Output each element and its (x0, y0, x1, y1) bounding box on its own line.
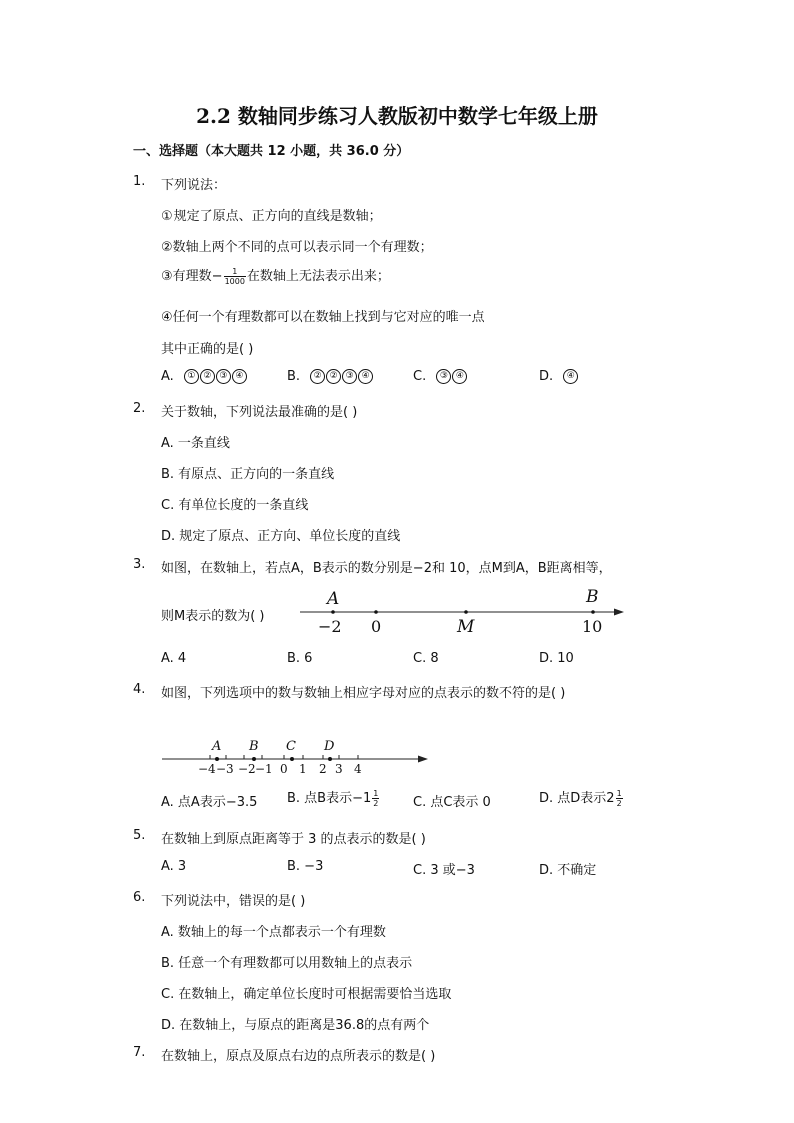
axis-arrow (614, 609, 624, 616)
option-b[interactable]: B. −3 (287, 859, 324, 874)
axis-arrow (418, 756, 428, 763)
label-zero: 0 (371, 617, 382, 636)
point-B (252, 757, 256, 761)
circled-number: ③ (161, 269, 173, 284)
page-title: 2.2 数轴同步练习人教版初中数学七年级上册 (196, 104, 598, 128)
number-line-figure-q3 (296, 584, 636, 638)
point-A (331, 610, 335, 614)
statement-text: 有理数− (172, 269, 223, 284)
option-text: B. 点B表示−1 (287, 791, 372, 806)
tick-label: 4 (354, 762, 362, 776)
option-d[interactable] (539, 369, 579, 384)
point-B (591, 610, 595, 614)
question-stem: 如图，下列选项中的数与数轴上相应字母对应的点表示的数不符的是( ) (161, 686, 566, 701)
tick-label: −3 (216, 762, 234, 776)
option-text: D. 点D表示2 (539, 791, 615, 806)
fraction (224, 267, 246, 286)
point-zero (374, 610, 378, 614)
question-stem: 关于数轴，下列说法最准确的是( ) (161, 405, 358, 420)
letter-C: C (286, 739, 296, 754)
question-stem: 如图，在数轴上，若点A，B表示的数分别是−2和 10，点M到A，B距离相等， (161, 561, 612, 576)
circled-number: ② (326, 369, 341, 384)
label-neg2: −2 (318, 617, 342, 636)
statement-2 (161, 236, 433, 255)
question-ask: 其中正确的是( ) (161, 342, 254, 357)
fraction-numerator: 1 (616, 789, 622, 798)
tick-label: −4 (198, 762, 216, 776)
option-b[interactable]: B. 有原点、正方向的一条直线 (161, 467, 335, 482)
option-a[interactable]: A. 点A表示−3.5 (161, 795, 258, 810)
option-c[interactable] (413, 369, 468, 384)
tick-label: 3 (335, 762, 343, 776)
label-B: B (586, 587, 599, 607)
option-a[interactable]: A. 一条直线 (161, 436, 230, 451)
option-c[interactable]: C. 有单位长度的一条直线 (161, 498, 309, 513)
letter-A: A (212, 739, 222, 754)
statement-text: 在数轴上无法表示出来； (246, 269, 390, 284)
option-d[interactable]: D. 10 (539, 651, 574, 666)
point-M (464, 610, 468, 614)
fraction-denominator: 2 (616, 799, 622, 808)
axis-ticks (210, 755, 358, 759)
statement-4 (161, 306, 485, 325)
tick-label: −1 (255, 762, 273, 776)
question-number: 3. (133, 557, 146, 572)
circled-number: ④ (358, 369, 373, 384)
fraction (372, 789, 379, 808)
point-D (328, 757, 332, 761)
fraction-denominator: 2 (373, 799, 379, 808)
section-heading: 一、选择题（本大题共 12 小题，共 36.0 分） (133, 144, 410, 159)
option-a[interactable]: A. 数轴上的每一个点都表示一个有理数 (161, 925, 386, 940)
option-d[interactable]: D. 在数轴上，与原点的距离是36.8的点有两个 (161, 1018, 430, 1033)
question-ask: 则M表示的数为( ) (161, 609, 265, 624)
tick-label: 1 (299, 762, 307, 776)
fraction-numerator: 1 (373, 789, 379, 798)
option-b[interactable] (287, 369, 374, 384)
statement-text: 任何一个有理数都可以在数轴上找到与它对应的唯一点 (172, 310, 485, 325)
question-stem: 下列说法： (161, 178, 227, 193)
statement-text: 数轴上两个不同的点可以表示同一个有理数； (172, 240, 433, 255)
option-c[interactable]: C. 8 (413, 651, 439, 666)
fraction-denominator: 1000 (224, 277, 245, 286)
circled-number: ② (161, 240, 173, 255)
point-C (290, 757, 294, 761)
circled-number: ③ (342, 369, 357, 384)
option-c[interactable]: C. 点C表示 0 (413, 795, 491, 810)
number-line-figure-q4 (158, 735, 434, 779)
option-c[interactable]: C. 3 或−3 (413, 863, 475, 878)
question-stem: 下列说法中，错误的是( ) (161, 894, 306, 909)
circled-number: ③ (436, 369, 451, 384)
letter-B: B (249, 739, 259, 754)
option-b[interactable]: B. 6 (287, 651, 313, 666)
option-d[interactable]: D. 不确定 (539, 863, 597, 878)
option-a[interactable]: A. 3 (161, 859, 187, 874)
circled-number: ④ (452, 369, 467, 384)
fraction-numerator: 1 (224, 267, 246, 277)
question-number: 6. (133, 890, 146, 905)
question-number: 4. (133, 682, 146, 697)
option-d[interactable] (539, 787, 624, 808)
option-label: D. (539, 369, 554, 384)
circled-number: ④ (232, 369, 247, 384)
circled-number: ④ (563, 369, 578, 384)
statement-3 (161, 265, 390, 286)
option-label: C. (413, 369, 427, 384)
circled-number: ① (161, 209, 173, 224)
label-M: M (457, 617, 475, 637)
circled-number: ④ (161, 310, 173, 325)
option-d[interactable]: D. 规定了原点、正方向、单位长度的直线 (161, 529, 401, 544)
option-a[interactable]: A. 4 (161, 651, 187, 666)
option-label: A. (161, 369, 174, 384)
option-label: B. (287, 369, 301, 384)
circled-number: ② (310, 369, 325, 384)
statement-1 (161, 205, 382, 224)
question-number: 5. (133, 828, 146, 843)
option-a[interactable] (161, 369, 248, 384)
circled-number: ③ (216, 369, 231, 384)
question-stem: 在数轴上，原点及原点右边的点所表示的数是( ) (161, 1049, 436, 1064)
circled-number: ② (200, 369, 215, 384)
letter-D: D (324, 739, 335, 754)
fraction (616, 789, 623, 808)
question-number: 2. (133, 401, 146, 416)
tick-label: −2 (238, 762, 256, 776)
option-b[interactable]: B. 任意一个有理数都可以用数轴上的点表示 (161, 956, 413, 971)
question-stem: 在数轴上到原点距离等于 3 的点表示的数是( ) (161, 832, 426, 847)
point-A (215, 757, 219, 761)
question-number: 7. (133, 1045, 146, 1060)
tick-label: 0 (280, 762, 288, 776)
question-number: 1. (133, 174, 146, 189)
circled-number: ① (184, 369, 199, 384)
option-b[interactable] (287, 787, 380, 808)
statement-text: 规定了原点、正方向的直线是数轴； (173, 209, 382, 224)
label-A: A (327, 589, 340, 609)
tick-label: 2 (319, 762, 327, 776)
label-ten: 10 (582, 617, 603, 636)
option-c[interactable]: C. 在数轴上，确定单位长度时可根据需要恰当选取 (161, 987, 452, 1002)
